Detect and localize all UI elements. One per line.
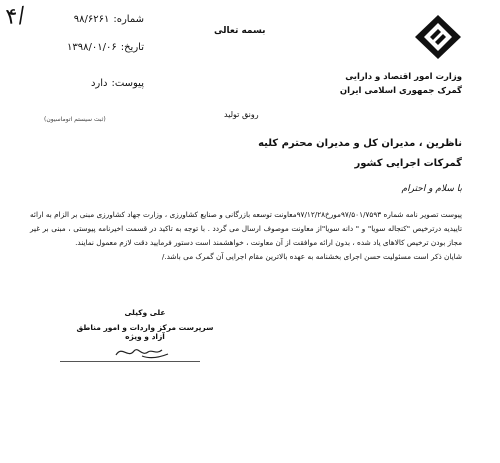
customs-emblem-icon: [414, 14, 462, 60]
ministry-name: وزارت امور اقتصاد و دارایی: [345, 72, 462, 82]
date-value: ۱۳۹۸/۰۱/۰۶: [67, 42, 117, 53]
body-paragraph-1: پیوست تصویر نامه شماره ۹۷/۵۰۱/۷۵۹۳مورخ۹۷/۱۲/۲۸معاونت توسعه بازرگانی و صنایع کشاورزی ، وزارت جهاد کشاورزی مبنی بر الزام به ارائه تاییدیه درترخیص "کنجاله سویا" و " دانه سویا"از معاونت موصوف ارسال می گردد . با توجه به تاکید در قسمت اخیرنامه پیوستی ، مبنی بر غیر مجاز بودن ترخیص کالاهای یاد شده ، بدون ارائه موافقت از آن معاونت ، خواهشمند است دستور فرمایید دقت لازم معمول نمایند.: [30, 210, 462, 247]
system-note: (ثبت سیستم اتوماسیون): [44, 116, 106, 123]
number-label: شماره:: [113, 14, 144, 25]
date-label: تاریخ:: [120, 42, 144, 53]
number-value: ۹۸/۶۲۶۱: [73, 14, 110, 25]
signatory-title: سرپرست مرکز واردات و امور مناطق آزاد و ویژه: [76, 323, 214, 341]
letter-number: [44, 14, 144, 25]
customs-name: گمرک جمهوری اسلامی ایران: [339, 86, 462, 96]
salutation: با سلام و احترام: [401, 184, 462, 194]
letter-date: [44, 42, 144, 53]
attachment-label: پیوست:: [111, 78, 144, 89]
letter-body: [30, 208, 462, 264]
corner-handwritten-mark: ۴/: [4, 2, 27, 31]
body-paragraph-2: شایان ذکر است مسئولیت حسن اجرای بخشنامه به عهده بالاترین مقام اجرایی آن گمرک می باشد./: [161, 252, 462, 261]
addressee-line-1: ناظرین ، مدیران کل و مدیران محترم کلیه: [258, 138, 462, 149]
bismillah-heading: بسمه تعالی: [214, 26, 266, 36]
addressee-line-2: گمرکات اجرایی کشور: [354, 158, 462, 169]
attachment-value: دارد: [90, 78, 108, 89]
signature-divider: [60, 361, 200, 362]
ministry-block: [312, 70, 462, 98]
letter-attachment: [44, 78, 144, 89]
slogan: رونق تولید: [224, 110, 259, 119]
signatory-name: علی وکیلی: [124, 308, 166, 317]
handwritten-signature: [112, 341, 172, 363]
